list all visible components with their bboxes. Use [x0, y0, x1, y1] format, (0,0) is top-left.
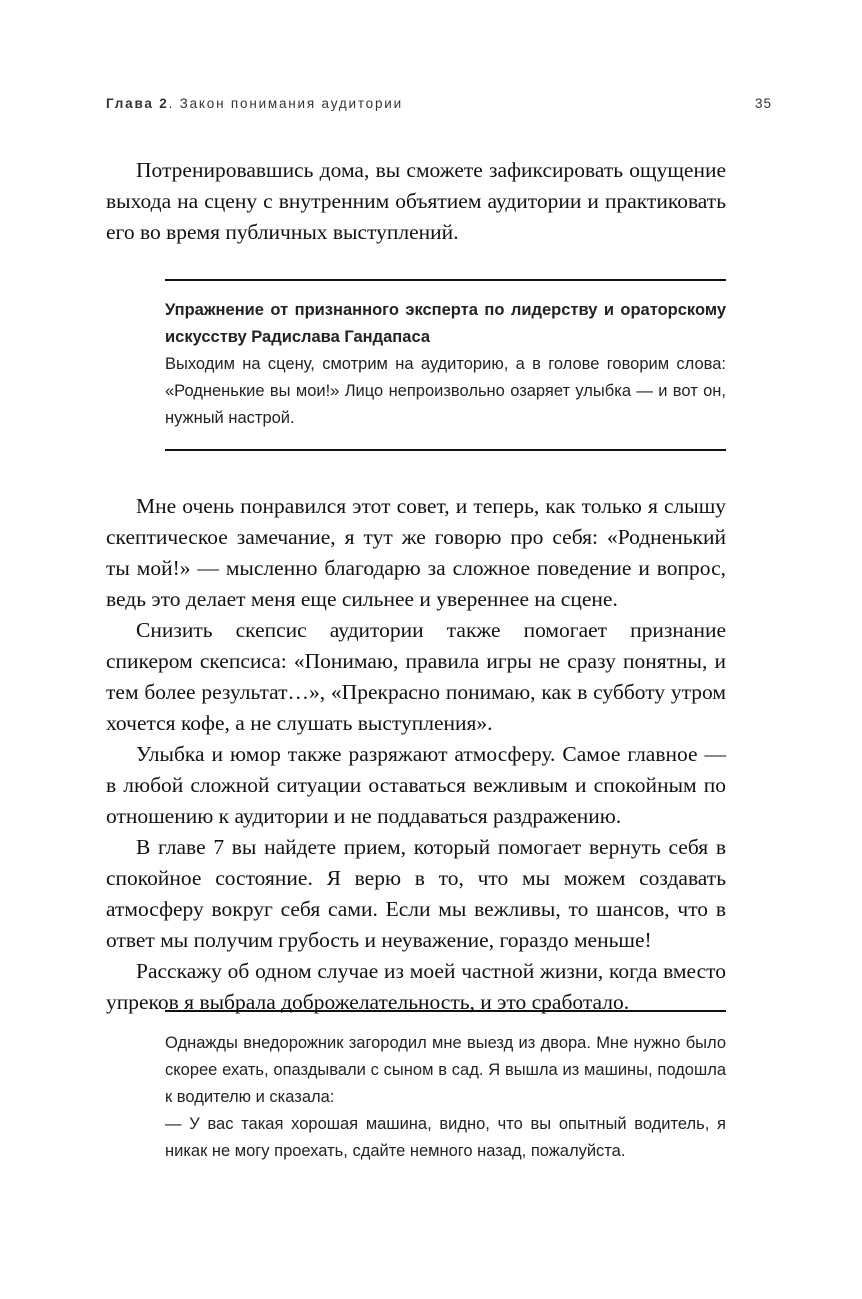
exercise-body: Выходим на сцену, смотрим на аудиторию, а в голове говорим слова: «Родненькие вы мои!» Лицо непроизвольно озаряет улыбка — и вот он, нужный настрой.: [165, 355, 726, 427]
paragraph: В главе 7 вы найдете прием, который помогает вернуть себя в спокойное состояние. Я верю в то, что мы можем создавать атмосферу вокруг себя сами. Если мы вежливы, то шансов, что в ответ мы получим грубость и неуважение, гораздо меньше!: [106, 835, 726, 952]
chapter-heading: [106, 96, 403, 111]
story-line: Однажды внедорожник загородил мне выезд из двора. Мне нужно было скорее ехать, опаздывали с сыном в сад. Я вышла из машины, подошла к водителю и сказала:: [165, 1034, 726, 1106]
main-text: [106, 491, 726, 1018]
intro-section: [106, 155, 726, 248]
story-box: [165, 1010, 726, 1165]
page-number: 35: [754, 96, 772, 111]
chapter-title: . Закон понимания аудитории: [168, 96, 403, 111]
exercise-title: Упражнение от признанного эксперта по лидерству и ораторскому искусству Радислава Гандапаса: [165, 301, 726, 346]
chapter-label: Глава 2: [106, 96, 169, 111]
running-head: [106, 96, 772, 111]
intro-paragraph: Потренировавшись дома, вы сможете зафиксировать ощущение выхода на сцену с внутренним объятием аудитории и практиковать его во время публичных выступлений.: [106, 158, 726, 244]
paragraph: Расскажу об одном случае из моей частной жизни, когда вместо упреков я выбрала доброжелательность, и это сработало.: [106, 959, 726, 1014]
story-line: — У вас такая хорошая машина, видно, что вы опытный водитель, я никак не могу проехать, сдайте немного назад, пожалуйста.: [165, 1115, 726, 1160]
exercise-box: [165, 279, 726, 451]
paragraph: Снизить скепсис аудитории также помогает признание спикером скепсиса: «Понимаю, правила игры не сразу понятны, и тем более результат…», «Прекрасно понимаю, как в субботу утром хочется кофе, а не слушать выступления».: [106, 618, 726, 735]
paragraph: Улыбка и юмор также разряжают атмосферу. Самое главное — в любой сложной ситуации оставаться вежливым и спокойным по отношению к аудитории и не поддаваться раздражению.: [106, 742, 726, 828]
paragraph: Мне очень понравился этот совет, и теперь, как только я слышу скептическое замечание, я тут же говорю про себя: «Родненький ты мой!» — мысленно благодарю за сложное поведение и вопрос, ведь это делает меня еще сильнее и увереннее на сцене.: [106, 494, 726, 611]
